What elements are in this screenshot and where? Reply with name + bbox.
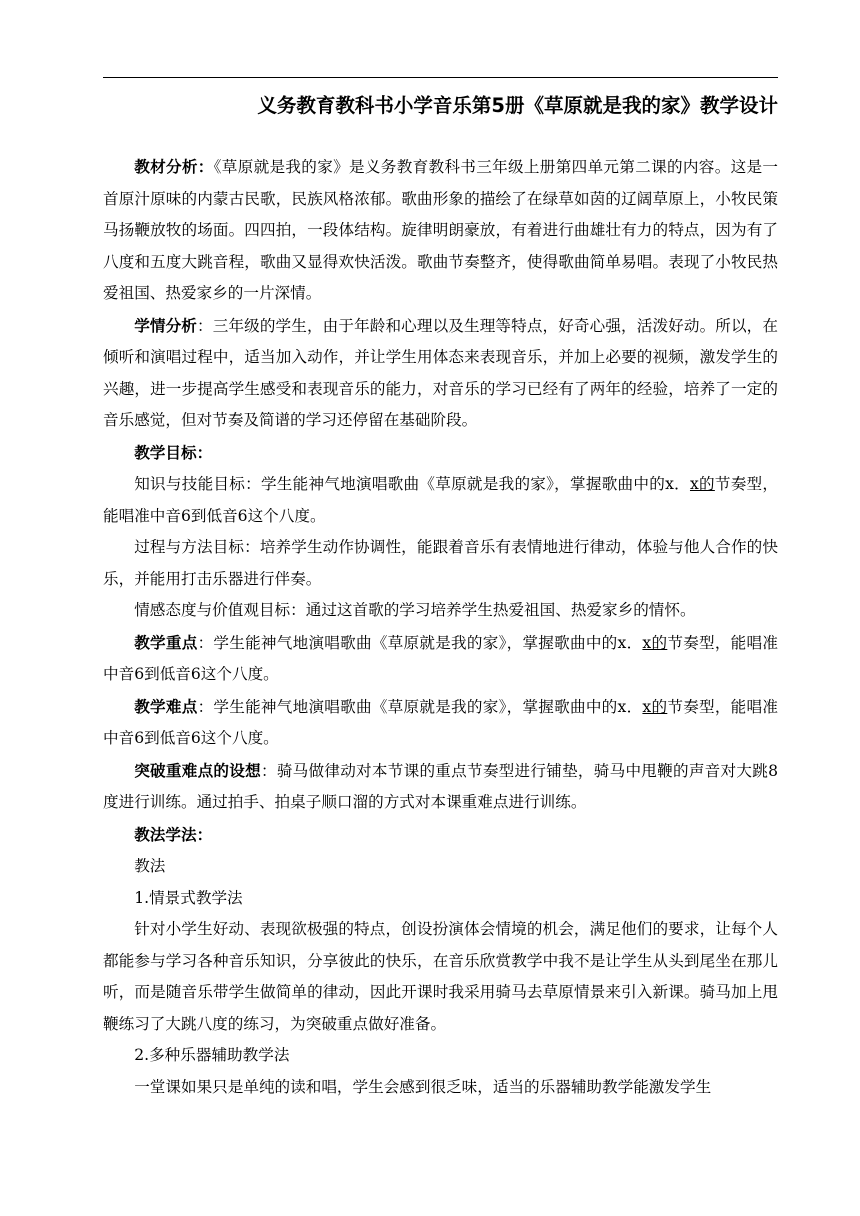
difficult-points-text-after: 节奏型，能唱准中音6到低音6这个八度。: [103, 697, 778, 747]
difficult-points-rhythm-b: x的: [642, 697, 668, 716]
paragraph-student-analysis: [103, 310, 778, 437]
goal-knowledge-rhythm-a: x．: [665, 475, 690, 493]
difficult-points-rhythm-a: x．: [617, 697, 643, 716]
label-goals: 教学目标：: [134, 442, 213, 462]
paragraph-goals-heading: [103, 437, 778, 470]
document-body: [103, 151, 778, 1103]
key-points-text-after: 节奏型，能唱准中音6到低音6这个八度。: [103, 633, 778, 683]
text-material-analysis: 《草原就是我的家》是义务教育教科书三年级上册第四单元第二课的内容。这是一首原汁原味的内蒙古民歌，民族风格浓郁。歌曲形象的描绘了在绿草如茵的辽阔草原上，小牧民策马扬鞭放牧的场面。四四拍，一段体结构。旋律明朗豪放，有着进行曲雄壮有力的特点，因为有了八度和五度大跳音程，歌曲又显得欢快活泼。歌曲节奏整齐，使得歌曲简单易唱。表现了小牧民热爱祖国、热爱家乡的一片深情。: [103, 158, 778, 302]
difficult-points-text-before: 学生能神气地演唱歌曲《草原就是我的家》，掌握歌曲中的: [213, 697, 618, 716]
paragraph-method1-title: 1.情景式教学法: [134, 888, 243, 907]
paragraph-method1-text: 针对小学生好动、表现欲极强的特点，创设扮演体会情境的机会，满足他们的要求，让每个人都能参与学习各种音乐知识，分享彼此的快乐，在音乐欣赏教学中我不是让学生从头到尾坐在那儿听，而是随音乐带学生做简单的律动，因此开课时我采用骑马去草原情景来引入新课。骑马加上甩鞭练习了大跳八度的练习，为突破重点做好准备。: [103, 920, 778, 1033]
label-breakthrough: 突破重难点的设想: [134, 760, 261, 780]
colon-breakthrough: ：: [260, 761, 277, 780]
paragraph-breakthrough: [103, 755, 778, 819]
goal-knowledge-text-after: 节奏型，能唱准中音6到低音6这个八度。: [103, 475, 778, 525]
text-student-analysis: 三年级的学生，由于年龄和心理以及生理等特点，好奇心强，活泼好动。所以，在倾听和演唱过程中，适当加入动作，并让学生用体态来表现音乐，并加上必要的视频，激发学生的兴趣，进一步提高学生感受和表现音乐的能力，对音乐的学习已经有了两年的经验，培养了一定的音乐感觉，但对节奏及简谱的学习还停留在基础阶段。: [103, 316, 778, 429]
paragraph-material-analysis: [103, 151, 778, 310]
label-key-points: 教学重点: [134, 632, 198, 652]
colon-key-points: ：: [197, 633, 214, 652]
paragraph-goal-knowledge: [103, 469, 778, 532]
label-methods: 教法学法：: [134, 824, 213, 844]
paragraph-difficult-points: [103, 691, 778, 755]
text-breakthrough: 骑马做律动对本节课的重点节奏型进行铺垫，骑马中甩鞭的声音对大跳8度进行训练。通过拍手、拍桌子顺口溜的方式对本课重难点进行训练。: [103, 761, 778, 811]
paragraph-goal-process: 过程与方法目标：培养学生动作协调性，能跟着音乐有表情地进行律动，体验与他人合作的快乐，并能用打击乐器进行伴奏。: [103, 538, 778, 588]
colon-difficult-points: ：: [197, 697, 214, 716]
paragraph-method2-text: 一堂课如果只是单纯的读和唱，学生会感到很乏味，适当的乐器辅助教学能激发学生: [134, 1077, 712, 1096]
label-material-analysis: 教材分析：: [134, 157, 214, 176]
paragraph-methods-heading: [103, 819, 778, 852]
goal-knowledge-text-before: 知识与技能目标：学生能神气地演唱歌曲《草原就是我的家》，掌握歌曲中的: [134, 475, 666, 493]
key-points-text-before: 学生能神气地演唱歌曲《草原就是我的家》，掌握歌曲中的: [213, 633, 618, 652]
paragraph-goal-emotion: 情感态度与价值观目标：通过这首歌的学习培养学生热爱祖国、热爱家乡的情怀。: [134, 601, 696, 619]
paragraph-teaching-label: 教法: [134, 857, 166, 875]
document-title: 义务教育教科书小学音乐第5册《草原就是我的家》教学设计: [257, 94, 778, 117]
paragraph-method2-title: 2.多种乐器辅助教学法: [134, 1046, 290, 1064]
goal-knowledge-rhythm-b: x的: [689, 475, 715, 493]
label-student-analysis: 学情分析: [134, 315, 198, 335]
header-rule: [103, 77, 778, 78]
label-difficult-points: 教学难点: [134, 696, 198, 716]
colon-student-analysis: ：: [197, 316, 213, 335]
paragraph-key-points: [103, 627, 778, 691]
key-points-rhythm-a: x．: [617, 633, 643, 652]
key-points-rhythm-b: x的: [642, 633, 668, 652]
